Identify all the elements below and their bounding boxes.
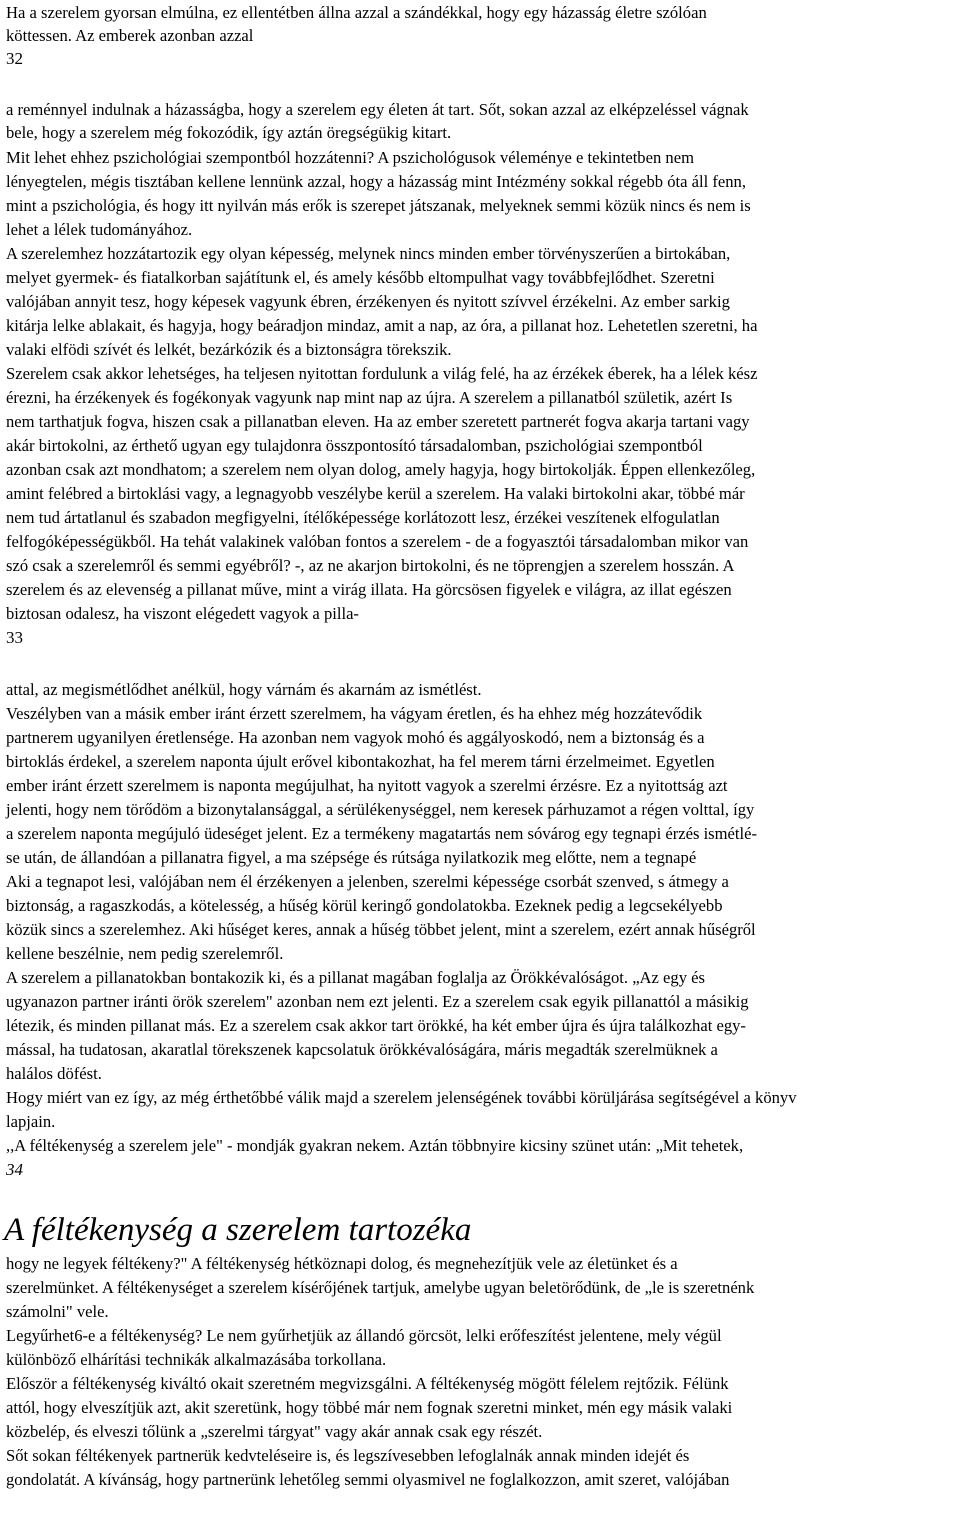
text-line: számolni" vele. (6, 1302, 109, 1321)
text-line: lehet a lélek tudományához. (6, 220, 193, 239)
text-line: biztonság, a ragaszkodás, a kötelesség, a hűség körül keringő gondolatokba. Ezeknek pedig a legcsekélyebb (6, 896, 723, 915)
text-line: akár birtokolni, az érthető ugyan egy tulajdonra összpontosító társadalomban, pszichológiai szempontból (6, 436, 703, 455)
text-line: bele, hogy a szerelem még fokozódik, így aztán öregségükig kitart. (6, 123, 452, 142)
text-line: Először a féltékenység kiváltó okait szeretném megvizsgálni. A féltékenység mögött félelem rejtőzik. Félünk (6, 1374, 729, 1393)
text-line: Sőt sokan féltékenyek partnerük kedvteléseire is, és legszívesebben lefoglalnák annak minden idejét és (6, 1446, 690, 1465)
text-line: szerelmünket. A féltékenységet a szerelem kísérőjének tartjuk, amelybe ugyan beletörődünk, de „le is szeretnénk (6, 1278, 755, 1297)
text-line: Mit lehet ehhez pszichológiai szempontból hozzátenni? A pszichológusok véleménye e tekintetben nem (6, 148, 694, 167)
text-line: A szerelem a pillanatokban bontakozik ki, és a pillanat magában foglalja az Örökkévalóságot. „Az egy és (6, 968, 705, 987)
text-line: Legyűrhet6-e a féltékenység? Le nem gyűrhetjük az állandó görcsöt, lelki erőfeszítést jelentene, mely végül (6, 1326, 722, 1345)
text-line: halálos döfést. (6, 1064, 102, 1083)
text-line: Aki a tegnapot lesi, valójában nem él érzékenyen a jelenben, szerelmi képessége csorbát szenved, s átmegy a (6, 872, 729, 891)
text-line: nem tarthatjuk fogva, hiszen csak a pillanatban eleven. Ha az ember szeretett partnerét fogva akarja tartani vagy (6, 412, 750, 431)
text-line: amint felébred a birtoklási vagy, a legnagyobb veszélybe kerül a szerelem. Ha valaki birtokolni akar, többé már (6, 484, 745, 503)
text-line: A szerelemhez hozzátartozik egy olyan képesség, melynek nincs minden ember törvényszerűen a birtokában, (6, 244, 731, 263)
text-line: Ha a szerelem gyorsan elmúlna, ez ellentétben állna azzal a szándékkal, hogy egy házasság életre szólóan (6, 3, 707, 22)
text-line: Szerelem csak akkor lehetséges, ha teljesen nyitottan fordulunk a világ felé, ha az érzékek éberek, ha a lélek kész (6, 364, 758, 383)
text-line: felfogóképességükből. Ha tehát valakinek valóban fontos a szerelem - de a fogyasztói társadalomban mikor van (6, 532, 749, 551)
text-line: érezni, ha érzékenyek és fogékonyak vagyunk nap mint nap az újra. A szerelem a pillanatból születik, azért Is (6, 388, 733, 407)
text-line: valójában annyit tesz, hogy képesek vagyunk ébren, érzékenyen és nyitott szívvel érzékelni. Az ember sarkig (6, 292, 730, 311)
text-line: mással, ha tudatosan, akaratlal törekszenek kapcsolatuk örökkévalóságára, máris megadták szerelmüknek a (6, 1040, 718, 1059)
text-line: birtoklás érdekel, a szerelem naponta újult erővel kibontakozhat, ha fel merem tárni érzelmeimet. Egyetlen (6, 752, 715, 771)
text-line: különböző elhárítási technikák alkalmazásába torkollana. (6, 1350, 387, 1369)
text-line: mint a pszichológia, és hogy itt nyilván más erők is szerepet játszanak, melyeknek semmi közük nincs és nem is (6, 196, 751, 215)
text-line: attal, az megismétlődhet anélkül, hogy várnám és akarnám az ismétlést. (6, 680, 482, 699)
text-line: attól, hogy elveszítjük azt, akit szeretünk, hogy többé már nem fognak szeretni minket, mén egy másik valaki (6, 1398, 733, 1417)
text-line: hogy ne legyek féltékeny?" A féltékenység hétköznapi dolog, és megnehezítjük vele az életünket és a (6, 1254, 678, 1273)
text-line: ,,A féltékenység a szerelem jele" - mondják gyakran nekem. Aztán többnyire kicsiny szünet után: „Mit tehetek, (6, 1136, 744, 1155)
page-number: 32 (6, 49, 23, 68)
page-number: 34 (6, 1160, 23, 1179)
text-line: kitárja lelke ablakait, és hagyja, hogy beáradjon mindaz, amit a nap, az óra, a pillanat hoz. Lehetetlen szeretni, ha (6, 316, 758, 335)
section-heading: A féltékenység a szerelem tartozéka (4, 1212, 472, 1248)
text-line: lényegtelen, mégis tisztában kellene lennünk azzal, hogy a házasság mint Intézmény sokkal régebb óta áll fenn, (6, 172, 746, 191)
page-number: 33 (6, 628, 23, 647)
text-line: melyet gyermek- és fiatalkorban sajátítunk el, és amely később eltompulhat vagy továbbfejlődhet. Szeretni (6, 268, 715, 287)
text-line: létezik, és minden pillanat más. Ez a szerelem csak akkor tart örökké, ha két ember újra és újra találkozhat egy- (6, 1016, 746, 1035)
text-line: biztosan odalesz, ha viszont elégedett vagyok a pilla- (6, 604, 359, 623)
text-line: lapjain. (6, 1112, 56, 1131)
text-line: ugyanazon partner iránti örök szerelem" azonban nem ezt jelenti. Ez a szerelem csak egyik pillanattól a másikig (6, 992, 749, 1011)
text-line: a szerelem naponta megújuló üdeséget jelent. Ez a termékeny magatartás nem sóvárog egy tegnapi érzés ismétlé- (6, 824, 758, 843)
text-line: közük sincs a szerelemhez. Aki hűséget keres, annak a hűség többet jelent, mint a szerelem, ezért annak hűségről (6, 920, 756, 939)
text-line: partnerem ugyanilyen éretlensége. Ha azonban nem vagyok mohó és aggályoskodó, nem a biztonság és a (6, 728, 705, 747)
text-line: Hogy miért van ez így, az még érthetőbbé válik majd a szerelem jelenségének további körüljárása segítségével a könyv (6, 1088, 797, 1107)
text-line: nem tud ártatlanul és szabadon megfigyelni, ítélőképessége korlátozott lesz, érzékei veszítenek elfogulatlan (6, 508, 720, 527)
text-line: a reménnyel indulnak a házasságba, hogy a szerelem egy életen át tart. Sőt, sokan azzal az elképzeléssel vágnak (6, 100, 749, 119)
text-line: gondolatát. A kívánság, hogy partnerünk lehetőleg semmi olyasmivel ne foglalkozzon, amit szeret, valójában (6, 1470, 730, 1489)
text-line: Veszélyben van a másik ember iránt érzett szerelmem, ha vágyam éretlen, és ha ehhez még hozzátevődik (6, 704, 703, 723)
text-line: szó csak a szerelemről és semmi egyébről? -, az ne akarjon birtokolni, és ne töprengjen a szerelem hosszán. A (6, 556, 735, 575)
text-line: kellene beszélnie, nem pedig szerelemről. (6, 944, 284, 963)
text-line: szerelem és az elevenség a pillanat műve, mint a virág illata. Ha görcsösen figyelek e világra, az illat egészen (6, 580, 732, 599)
text-line: jelenti, hogy nem törődöm a bizonytalansággal, a sérülékenységgel, nem keresek párhuzamot a régen volttal, így (6, 800, 755, 819)
text-line: se után, de állandóan a pillanatra figyel, a ma szépsége és rútsága nyilatkozik meg előtte, nem a tegnapé (6, 848, 697, 867)
text-line: ember iránt érzett szerelmem is naponta megújulhat, ha nyitott vagyok a szerelmi érzésre. Ez a nyitottság azt (6, 776, 728, 795)
text-line: köttessen. Az emberek azonban azzal (6, 26, 254, 45)
text-line: valaki elfödi szívét és lelkét, bezárkózik és a biztonságra törekszik. (6, 340, 452, 359)
text-line: közbelép, és elveszi tőlünk a „szerelmi tárgyat" vagy akár annak csak egy részét. (6, 1422, 543, 1441)
text-line: azonban csak azt mondhatom; a szerelem nem olyan dolog, amely hagyja, hogy birtokolják. Éppen ellenkezőleg, (6, 460, 756, 479)
